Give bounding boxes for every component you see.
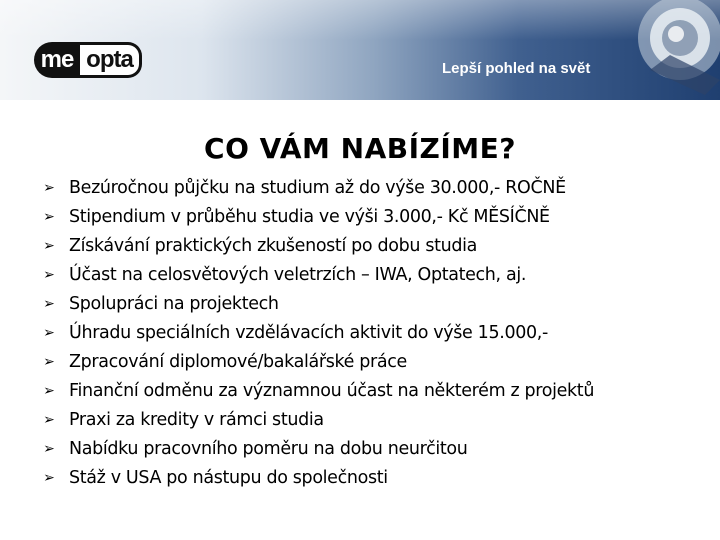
list-item: [40, 319, 710, 348]
list-item: [40, 232, 710, 261]
list-item: [40, 406, 710, 435]
arrowhead-bullet-icon: ➢: [43, 354, 55, 370]
arrowhead-bullet-icon: ➢: [43, 383, 55, 399]
arrowhead-bullet-icon: ➢: [43, 441, 55, 457]
page-title-text: CO VÁM NABÍZÍME?: [204, 132, 516, 165]
header-banner: [0, 0, 720, 100]
offer-list: [40, 174, 710, 493]
arrowhead-bullet-icon: ➢: [43, 412, 55, 428]
list-item-text: Praxi za kredity v rámci studia: [69, 410, 324, 430]
list-item: [40, 435, 710, 464]
list-item-text: Stáž v USA po nástupu do společnosti: [69, 468, 388, 488]
list-item: [40, 174, 710, 203]
tagline: Lepší pohled na svět: [442, 60, 591, 77]
arrowhead-bullet-icon: ➢: [43, 180, 55, 196]
list-item: [40, 261, 710, 290]
logo-right-part: opta: [80, 42, 142, 78]
arrowhead-bullet-icon: ➢: [43, 296, 55, 312]
list-item-text: Účast na celosvětových veletrzích – IWA, Optatech, aj.: [69, 265, 527, 285]
list-item-text: Nabídku pracovního poměru na dobu neurčitou: [69, 439, 468, 459]
list-item-text: Zpracování diplomové/bakalářské práce: [69, 352, 407, 372]
list-item: [40, 348, 710, 377]
list-item: [40, 203, 710, 232]
list-item-text: Získávání praktických zkušeností po dobu studia: [69, 236, 477, 256]
page-title: [0, 132, 720, 165]
list-item-text: Úhradu speciálních vzdělávacích aktivit do výše 15.000,-: [69, 323, 548, 343]
list-item: [40, 377, 710, 406]
meopta-logo: [34, 42, 144, 78]
lens-icon: [610, 0, 720, 100]
arrowhead-bullet-icon: ➢: [43, 470, 55, 486]
list-item-text: Finanční odměnu za významnou účast na některém z projektů: [69, 381, 595, 401]
list-item: [40, 290, 710, 319]
list-item-text: Bezúročnou půjčku na studium až do výše 30.000,- ROČNĚ: [69, 178, 566, 198]
arrowhead-bullet-icon: ➢: [43, 325, 55, 341]
arrowhead-bullet-icon: ➢: [43, 209, 55, 225]
list-item-text: Stipendium v průběhu studia ve výši 3.000,- Kč MĚSÍČNĚ: [69, 207, 550, 227]
arrowhead-bullet-icon: ➢: [43, 267, 55, 283]
arrowhead-bullet-icon: ➢: [43, 238, 55, 254]
logo-left-part: me: [34, 42, 80, 78]
list-item-text: Spolupráci na projektech: [69, 294, 279, 314]
list-item: [40, 464, 710, 493]
